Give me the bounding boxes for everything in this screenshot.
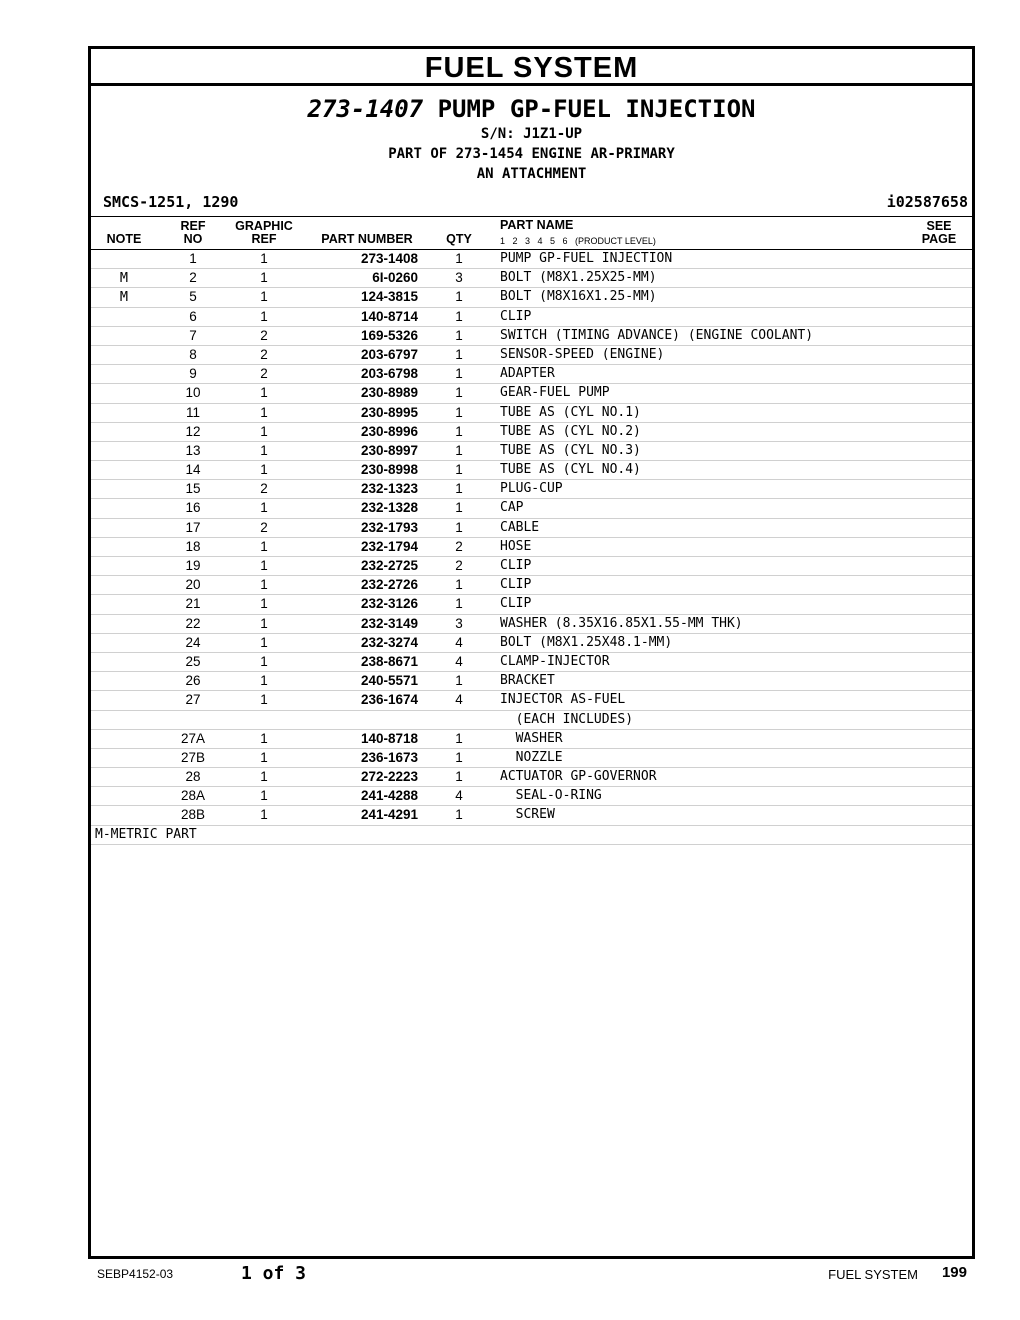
qty-cell: 1 [455,385,463,401]
graphic-ref-cell: 1 [260,634,268,650]
qty-cell: 1 [455,673,463,689]
graphic-ref-cell: 2 [260,481,268,497]
attachment-line: AN ATTACHMENT [476,166,587,182]
table-row [91,250,972,269]
parts-table-body [91,250,972,826]
smcs-row [91,191,972,213]
table-row [91,269,972,288]
part-name-cell: WASHER (8.35X16.85X1.55-MM THK) [500,615,743,631]
note-legend: M-METRIC PART [95,826,197,842]
part-number-cell: 232-2725 [360,558,418,573]
table-row [91,346,972,365]
smcs-codes: SMCS-1251, 1290 [103,193,239,211]
ref-no-cell: 27B [180,749,206,765]
col-see-page-bottom: PAGE [921,232,957,246]
col-see-page-top: SEE [926,219,952,233]
part-number-cell: 232-1793 [360,519,418,535]
group-name: PUMP GP-FUEL INJECTION [437,95,756,123]
qty-cell: 1 [455,346,463,362]
col-qty: QTY [446,232,472,246]
table-row [91,384,972,403]
graphic-ref-cell: 1 [260,289,268,305]
table-row [91,653,972,672]
ref-no-cell: 28A [180,788,206,804]
ref-no-cell: 10 [185,385,201,401]
part-number-cell: 273-1408 [360,251,418,266]
qty-cell: 1 [455,749,463,765]
part-name-cell: BRACKET [500,673,555,689]
table-row [91,480,972,499]
ref-no-cell: 20 [185,577,201,593]
page-number: 199 [941,1264,967,1281]
part-name-cell: CABLE [500,519,540,535]
graphic-ref-cell: 1 [260,653,268,669]
ref-no-cell: 1 [189,251,197,266]
qty-cell: 1 [455,769,463,785]
qty-cell: 3 [455,615,463,631]
table-header [91,216,972,250]
qty-cell: 1 [455,596,463,612]
part-number-cell: 140-8714 [360,308,418,324]
ref-no-cell: 24 [185,634,201,650]
graphic-ref-cell: 1 [260,730,268,746]
part-name-cell: BOLT (M8X16X1.25-MM) [500,289,657,305]
ref-no-cell: 17 [185,519,201,535]
qty-cell: 1 [455,251,463,266]
table-row [91,730,972,749]
note-cell: M [119,270,129,287]
col-see-page [909,220,969,246]
graphic-ref-cell: 2 [260,519,268,535]
part-name-cell: ACTUATOR GP-GOVERNOR [500,769,657,785]
part-number-cell: 232-1323 [360,481,418,497]
ref-no-cell: 16 [185,500,201,516]
ref-no-cell: 27A [180,730,206,746]
table-row [91,711,972,730]
graphic-ref-cell: 1 [260,692,268,708]
part-number-cell: 232-3274 [360,634,418,650]
ref-no-cell: 5 [189,289,197,305]
part-name-cell: INJECTOR AS-FUEL [500,692,626,708]
part-number-cell: 230-8989 [360,385,418,401]
ref-no-cell: 12 [185,423,201,439]
part-name-cell: ADAPTER [500,366,555,382]
table-row [91,442,972,461]
col-graphic-ref [227,220,301,246]
qty-cell: 1 [455,327,463,343]
table-row [91,806,972,825]
graphic-ref-cell: 1 [260,404,268,420]
ref-no-cell: 28 [185,769,201,785]
table-row [91,327,972,346]
part-number-cell: 203-6798 [360,366,418,382]
graphic-ref-cell: 2 [260,346,268,362]
part-number-cell: 232-1794 [360,538,418,554]
qty-cell: 1 [455,423,463,439]
ref-no-cell: 8 [189,346,197,362]
graphic-ref-cell: 1 [260,251,268,266]
part-name-cell: CLAMP-INJECTOR [500,653,610,669]
qty-cell: 1 [455,404,463,420]
table-row [91,615,972,634]
part-name-cell: CAP [500,500,524,516]
ref-no-cell: 6 [189,308,197,324]
part-name-cell: CLIP [500,596,532,612]
ref-no-cell: 18 [185,538,201,554]
ref-no-cell: 15 [185,481,201,497]
part-name-cell: TUBE AS (CYL NO.3) [500,442,641,458]
qty-cell: 4 [455,653,463,669]
product-levels: 1 2 3 4 5 6 (PRODUCT LEVEL) [500,236,656,246]
col-graphic-ref-bottom: REF [251,232,277,246]
table-row [91,691,972,710]
col-part-name: PART NAME [500,218,574,232]
part-name-cell: CLIP [500,558,532,573]
table-row [91,423,972,442]
qty-cell: 1 [455,730,463,746]
part-number-cell: 230-8998 [360,462,418,478]
ref-no-cell: 22 [185,615,201,631]
part-name-cell: CLIP [500,577,532,593]
part-number-cell: 272-2223 [360,769,418,785]
qty-cell: 2 [455,538,463,554]
part-name-cell: SENSOR-SPEED (ENGINE) [500,346,665,362]
note-legend-row [91,826,972,845]
table-row [91,557,972,576]
section-title: FUEL SYSTEM [91,49,972,86]
graphic-ref-cell: 1 [260,769,268,785]
graphic-ref-cell: 1 [260,423,268,439]
qty-cell: 4 [455,634,463,650]
part-name-cell: BOLT (M8X1.25X48.1-MM) [500,634,673,650]
table-row [91,787,972,806]
page-footer [0,1263,1020,1287]
qty-cell: 1 [455,500,463,516]
document-id: SEBP4152-03 [97,1267,174,1281]
part-of-line: PART OF 273-1454 ENGINE AR-PRIMARY [388,146,675,162]
part-name-cell: HOSE [500,538,532,554]
part-number-cell: 124-3815 [360,289,418,305]
qty-cell: 2 [455,558,463,573]
table-row [91,308,972,327]
part-number-cell: 230-8995 [360,404,418,420]
col-graphic-ref-top: GRAPHIC [235,219,293,233]
part-name-cell: TUBE AS (CYL NO.4) [500,462,641,478]
part-number-cell: 241-4291 [360,807,418,823]
table-row [91,672,972,691]
part-name-cell: TUBE AS (CYL NO.1) [500,404,641,420]
part-number-cell: 241-4288 [360,788,418,804]
graphic-ref-cell: 1 [260,807,268,823]
col-note: NOTE [106,232,142,246]
table-row [91,519,972,538]
ref-no-cell: 25 [185,653,201,669]
ref-no-cell: 21 [185,596,201,612]
graphic-ref-cell: 2 [260,366,268,382]
part-number-cell: 236-1674 [360,692,418,708]
ref-no-cell: 13 [185,442,201,458]
qty-cell: 1 [455,308,463,324]
ref-no-cell: 27 [185,692,201,708]
page-of-indicator: 1 of 3 [241,1263,307,1284]
graphic-ref-cell: 1 [260,270,268,286]
qty-cell: 1 [455,807,463,823]
illustration-id: i02587658 [886,193,968,211]
qty-cell: 1 [455,366,463,382]
part-number-cell: 236-1673 [360,749,418,765]
ref-no-cell: 7 [189,327,197,343]
col-part-number: PART NUMBER [321,232,413,246]
table-row [91,404,972,423]
table-row [91,595,972,614]
serial-number: S/N: J1Z1-UP [480,126,583,142]
part-name-cell: (EACH INCLUDES) [500,711,634,727]
graphic-ref-cell: 1 [260,462,268,478]
part-number-cell: 238-8671 [360,653,418,669]
ref-no-cell: 19 [185,558,201,573]
ref-no-cell: 14 [185,462,201,478]
qty-cell: 1 [455,442,463,458]
part-number-cell: 232-1328 [360,500,418,516]
part-number-cell: 232-3149 [360,615,418,631]
part-number-cell: 230-8996 [360,423,418,439]
table-row [91,749,972,768]
qty-cell: 4 [455,692,463,708]
graphic-ref-cell: 1 [260,615,268,631]
graphic-ref-cell: 1 [260,500,268,516]
table-row [91,768,972,787]
qty-cell: 3 [455,270,463,286]
col-ref-no [169,220,217,246]
page-frame [88,46,975,1259]
graphic-ref-cell: 1 [260,538,268,554]
ref-no-cell: 26 [185,673,201,689]
part-name-cell: WASHER [500,730,563,746]
group-title [91,94,972,124]
graphic-ref-cell: 1 [260,673,268,689]
part-name-cell: TUBE AS (CYL NO.2) [500,423,641,439]
part-name-cell: CLIP [500,308,532,324]
part-number-cell: 169-5326 [360,327,418,343]
group-number: 273-1407 [307,95,424,123]
qty-cell: 4 [455,788,463,804]
graphic-ref-cell: 1 [260,558,268,573]
ref-no-cell: 11 [185,404,200,420]
part-name-cell: SWITCH (TIMING ADVANCE) (ENGINE COOLANT) [500,327,814,343]
footer-section-name: FUEL SYSTEM [828,1267,918,1282]
graphic-ref-cell: 1 [260,596,268,612]
table-row [91,634,972,653]
graphic-ref-cell: 1 [260,442,268,458]
graphic-ref-cell: 2 [260,327,268,343]
part-number-cell: 203-6797 [360,346,418,362]
table-row [91,538,972,557]
ref-no-cell: 9 [189,366,197,382]
qty-cell: 1 [455,481,463,497]
col-ref-no-top: REF [180,219,206,233]
graphic-ref-cell: 1 [260,308,268,324]
qty-cell: 1 [455,289,463,305]
ref-no-cell: 28B [180,807,206,823]
ref-no-cell: 2 [189,270,197,286]
part-number-cell: 232-2726 [360,577,418,593]
part-name-cell: SCREW [500,807,555,823]
part-name-cell: BOLT (M8X1.25X25-MM) [500,270,657,286]
table-row [91,365,972,384]
part-number-cell: 240-5571 [360,673,418,689]
qty-cell: 1 [455,519,463,535]
qty-cell: 1 [455,577,463,593]
part-name-cell: NOZZLE [500,749,563,765]
graphic-ref-cell: 1 [260,788,268,804]
table-row [91,461,972,480]
part-name-cell: PLUG-CUP [500,481,563,497]
col-ref-no-bottom: NO [183,232,203,246]
table-row [91,576,972,595]
table-row [91,499,972,518]
note-cell: M [119,289,129,306]
part-number-cell: 6I-0260 [372,270,418,286]
part-number-cell: 232-3126 [360,596,418,612]
qty-cell: 1 [455,462,463,478]
part-name-cell: PUMP GP-FUEL INJECTION [500,251,673,266]
part-number-cell: 140-8718 [360,730,418,746]
table-row [91,288,972,307]
graphic-ref-cell: 1 [260,577,268,593]
part-name-cell: SEAL-O-RING [500,788,602,804]
graphic-ref-cell: 1 [260,385,268,401]
part-number-cell: 230-8997 [360,442,418,458]
part-name-cell: GEAR-FUEL PUMP [500,385,610,401]
graphic-ref-cell: 1 [260,749,268,765]
